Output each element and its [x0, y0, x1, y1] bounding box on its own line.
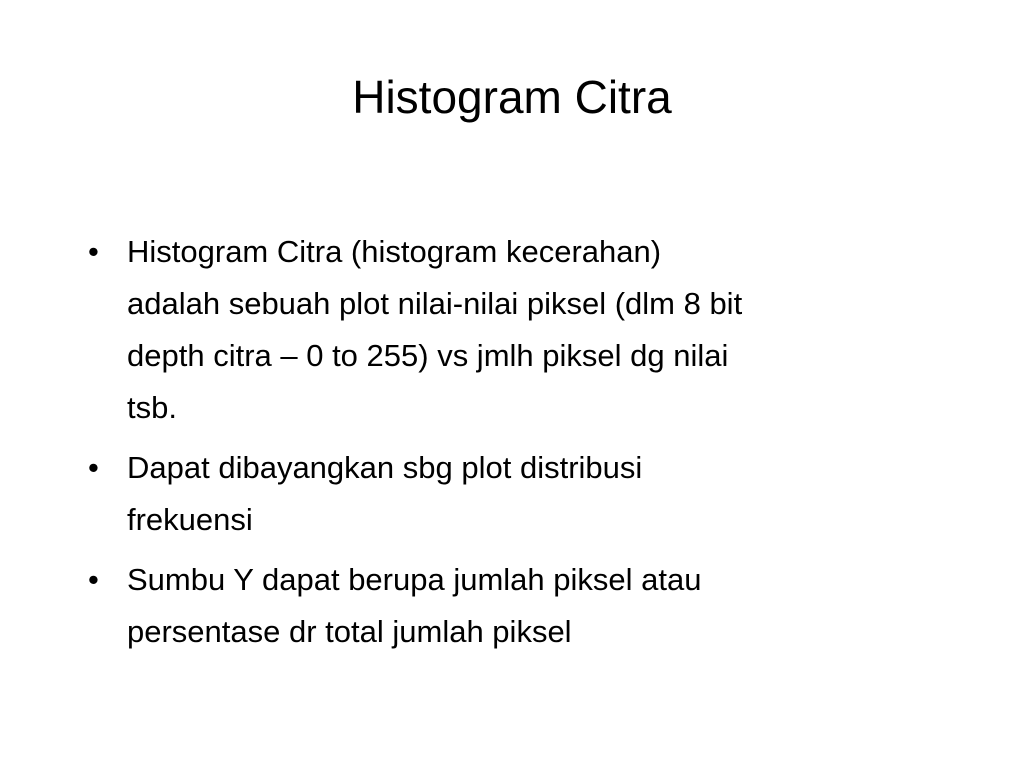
bullet-list: [86, 226, 986, 666]
bullet-text-line: Histogram Citra (histogram kecerahan): [127, 234, 662, 269]
bullet-dot: •: [88, 562, 99, 597]
bullet-text-line: adalah sebuah plot nilai-nilai piksel (dlm 8 bit: [127, 286, 743, 321]
bullet-text-line: Dapat dibayangkan sbg plot distribusi: [127, 450, 643, 485]
bullet-text-line: persentase dr total jumlah piksel: [127, 614, 572, 649]
bullet-text-line: frekuensi: [127, 502, 253, 537]
bullet-item: [86, 226, 986, 434]
bullet-item: [86, 442, 986, 546]
bullet-dot: •: [88, 234, 99, 269]
slide-title: Histogram Citra: [352, 71, 672, 123]
bullet-text-line: depth citra – 0 to 255) vs jmlh piksel dg nilai: [127, 338, 729, 373]
bullet-item: [86, 554, 986, 658]
bullet-text-line: Sumbu Y dapat berupa jumlah piksel atau: [127, 562, 702, 597]
bullet-text-line: tsb.: [127, 390, 177, 425]
bullet-dot: •: [88, 450, 99, 485]
